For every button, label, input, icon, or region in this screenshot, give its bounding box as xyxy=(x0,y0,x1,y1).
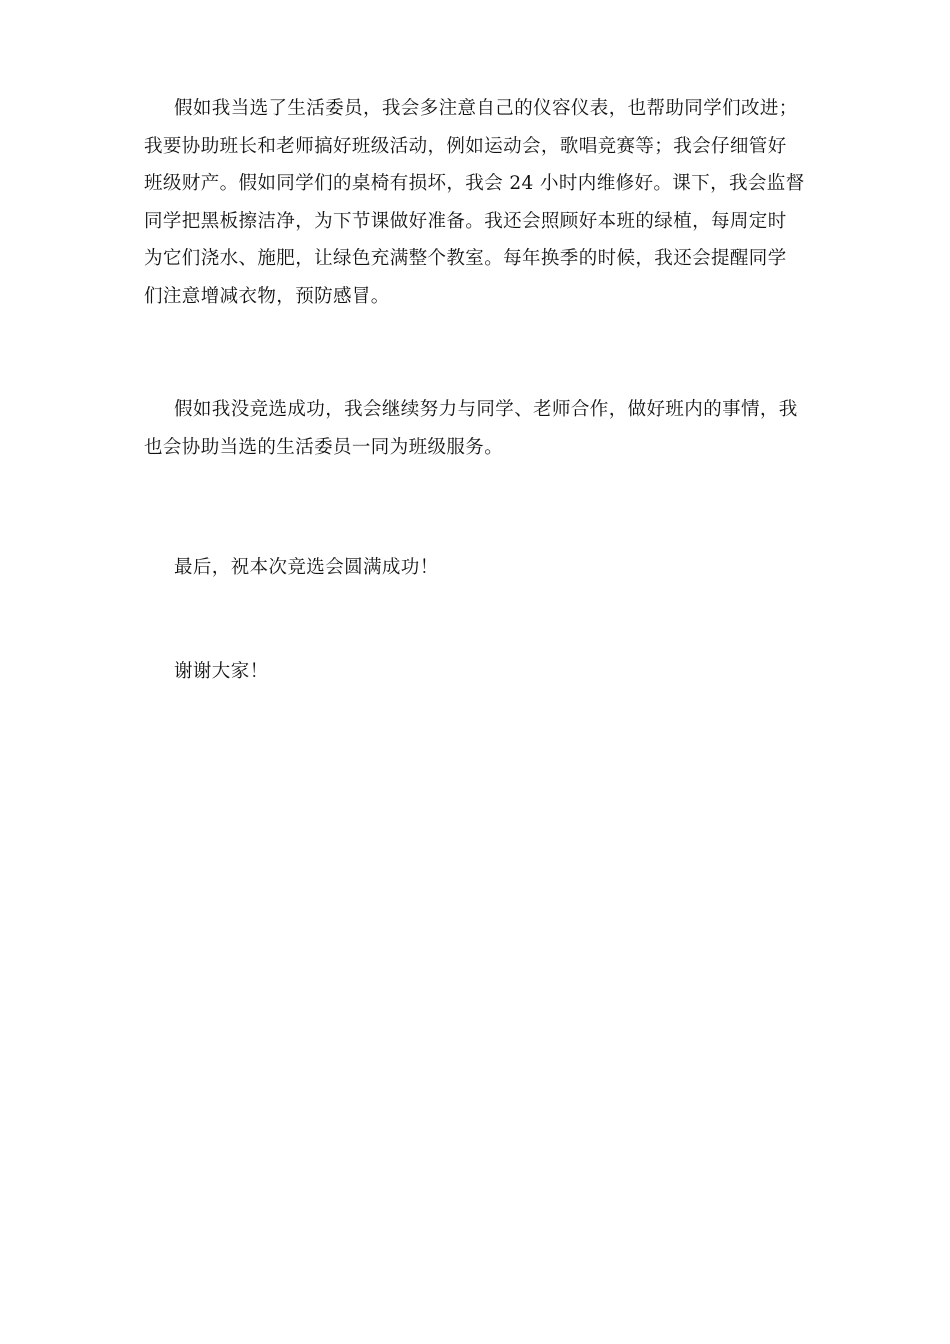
paragraph-closing-wish xyxy=(144,549,806,587)
text-line: 我要协助班长和老师搞好班级活动，例如运动会，歌唱竞赛等；我会仔细管好 xyxy=(144,135,787,157)
text-line: 谢谢大家！ xyxy=(174,661,269,682)
text-line: 假如我当选了生活委员，我会多注意自己的仪容仪表，也帮助同学们改进； xyxy=(174,98,798,119)
text-line: 同学把黑板擦洁净，为下节课做好准备。我还会照顾好本班的绿植，每周定时 xyxy=(144,210,787,232)
paragraph-thanks xyxy=(144,653,806,691)
text-line: 班级财产。假如同学们的桌椅有损坏，我会 24 小时内维修好。课下，我会监督 xyxy=(144,173,805,195)
text-line: 也会协助当选的生活委员一同为班级服务。 xyxy=(144,436,504,458)
text-line: 假如我没竞选成功，我会继续努力与同学、老师合作，做好班内的事情，我 xyxy=(174,399,798,420)
paragraph-duties xyxy=(144,90,806,316)
text-line: 为它们浇水、施肥，让绿色充满整个教室。每年换季的时候，我还会提醒同学 xyxy=(144,248,787,270)
paragraph-if-not-elected xyxy=(144,391,806,466)
text-line: 们注意增减衣物，预防感冒。 xyxy=(144,285,390,307)
text-line: 最后，祝本次竞选会圆满成功！ xyxy=(174,557,439,578)
